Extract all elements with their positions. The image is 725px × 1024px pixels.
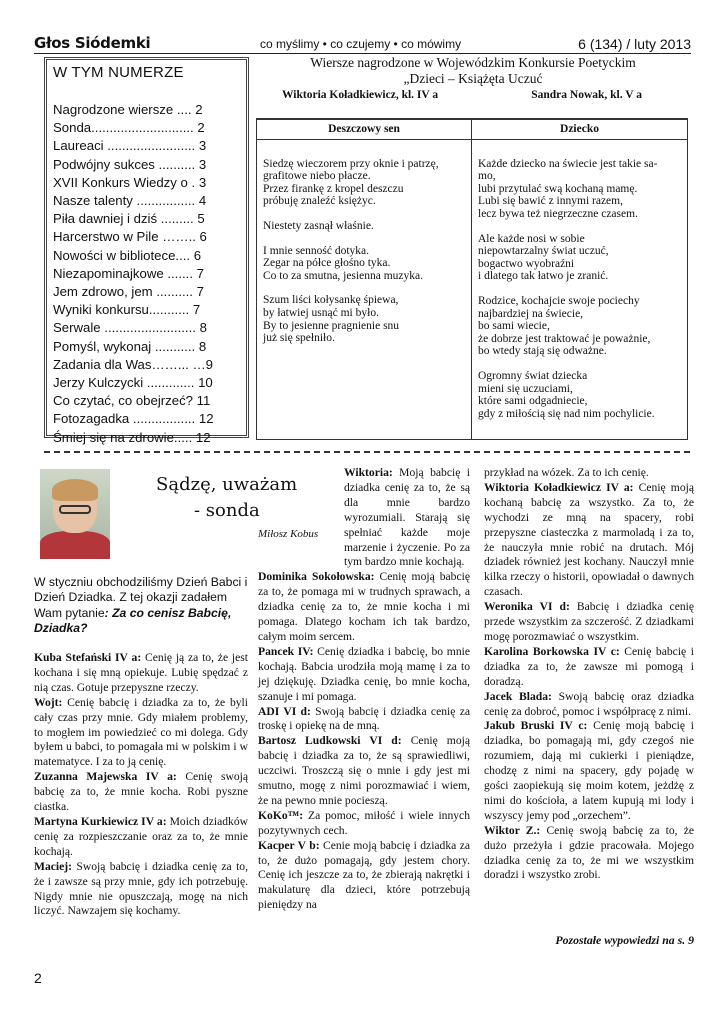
poems-heading-line2: „Dzieci – Książęta Uczuć xyxy=(403,71,543,86)
respondent-name: Maciej: xyxy=(34,859,72,873)
respondent-answer: Cenię moją babcię i dziadka za to, że są sprawiedliwi, uczciwi. Troszczą się o mnie i gdy jest mi smutno, mogę z nimi porozmawiać i wiem, że na pewno mnie pocieszą. xyxy=(258,734,470,807)
poem-left xyxy=(257,120,472,439)
respondent-answer: Cenię moją babcię za to, że pomaga mi w trudnych sprawach, a dziadka cenię za to, że mnie kocha i mi pomaga. Dlatego kocham ich tak bardzo, całym moim sercem. xyxy=(258,570,470,643)
answer-entry xyxy=(484,824,694,884)
stanza-text: Ale każde nosi w sobie niepowtarzalny świat uczuć, bogactwo wyobraźni i dlatego tak łatwo je zranić. xyxy=(478,232,609,283)
respondent-answer: Swoją babcię i dziadka cenię za to, że i zawsze są przy mnie, gdy ich potrzebuję. Nigdy mnie nie opuszczają, mogę na nich liczyć. Nawzajem się kochamy. xyxy=(34,859,248,918)
toc-item: Śmiej się na zdrowie..... 12 xyxy=(53,429,211,445)
respondent-answer: Cenię ją za to, że jest kochana i się mną opiekuje. Lubię spędzać z nią czas. Gotuje przepyszne rzeczy. xyxy=(34,651,248,694)
toc-item: Fotozagadka ................. 12 xyxy=(53,411,214,427)
respondent-answer: Cenię babcię i dziadka za to, że byli cały czas przy mnie. Gdy miałem problemy, to mogłem im powiedzieć co mi dolega. Gdy byłem u babci, to pomagała mi w polskim i w matematyce. I za to ją cenię. xyxy=(34,695,248,769)
answer-entry xyxy=(484,719,694,823)
answer-entry xyxy=(34,860,248,920)
toc-item: Jem zdrowo, jem .......... 7 xyxy=(53,284,204,300)
poem-author-left: Wiktoria Koładkiewicz, kl. IV a xyxy=(282,89,439,101)
article-title-line1: Sądzę, uważam xyxy=(156,474,298,495)
toc-item: Zadania dla Was……... …9 xyxy=(53,356,214,372)
toc-title: W TYM NUMERZE xyxy=(53,64,184,81)
respondent-name: Wiktoria: xyxy=(344,466,393,479)
table-of-contents xyxy=(44,57,249,445)
stanza-text: Siedzę wieczorem przy oknie i patrzę, grafitowe niebo płacze. Przez firankę z kropel deszczu próbuję znaleźć księżyc. xyxy=(263,157,439,208)
toc-item: Wyniki konkursu........... 7 xyxy=(53,302,201,318)
toc-item: Laureaci ........................ 3 xyxy=(53,138,207,154)
toc-item: Nasze talenty ................ 4 xyxy=(53,193,207,209)
respondent-name: Martyna Kurkiewicz IV a: xyxy=(34,814,167,828)
answer-entry xyxy=(484,600,694,645)
answer-entry xyxy=(258,839,470,914)
article-column-3 xyxy=(484,466,694,883)
respondent-answer: Cenię dziadka i babcię, bo mnie kochają. Babcia urodziła moją mamę i za to jej dziękuję. Dziadka cenię, bo mnie kocha, szanuje i mi pomaga. xyxy=(258,644,470,703)
poems-heading-line1: Wiersze nagrodzone w Wojewódzkim Konkursie Poetyckim xyxy=(310,55,636,70)
answer-entry xyxy=(34,815,248,860)
respondent-answer: Moją babcię i dziadka cenię za to, że są dla mnie bardzo wyrozumiali. Starają się spełniać każde moje marzenie i życzenie. Po za tym bardzo mnie kochają. xyxy=(344,466,470,569)
respondent-name: Wiktoria Koładkiewicz IV a: xyxy=(484,480,634,494)
poem-stanza xyxy=(478,158,681,221)
poem-stanza xyxy=(478,233,681,283)
poem-stanza xyxy=(478,370,681,420)
poem-stanza xyxy=(263,294,465,344)
poem-stanza xyxy=(263,158,465,208)
article-byline: Miłosz Kobus xyxy=(258,528,319,540)
continued-text: przykład na wózek. Za to ich cenię. xyxy=(484,466,649,479)
respondent-name: Wiktor Z.: xyxy=(484,823,541,837)
section-divider xyxy=(44,451,690,453)
respondent-name: KoKo™: xyxy=(258,808,304,822)
respondent-answer: Cenie moją babcię i dziadka za to, że dużo pomagają, gdy jestem chory. Cenię ich jeszcze za to, że zbierają nakrętki i makulaturę dla dzieci, które potrzebują pieniędzy na xyxy=(258,838,470,912)
poems-heading xyxy=(255,55,691,87)
respondent-name: ADI VI d: xyxy=(258,704,311,718)
toc-item: Niezapominajkowe ....... 7 xyxy=(53,265,204,281)
toc-item: Sonda............................ 2 xyxy=(53,120,205,136)
article-column-2 xyxy=(258,466,470,913)
answer-entry xyxy=(258,570,470,645)
respondent-name: Zuzanna Majewska IV a: xyxy=(34,770,177,784)
answer-entry xyxy=(484,481,694,600)
respondent-answer: Cenię moją kochaną babcię za wszystko. Za to, że wychodzi ze mną na spacery, robi przepyszne ciasteczka z marmoladą i za to, że nauczyła mnie robić na drutach. Mój dziadek również jest kochany. Nauczył mnie kilka rzeczy o historii, opowiadał o dawnych czasach. xyxy=(484,480,694,599)
poem-right-body xyxy=(478,158,681,421)
answer-entry xyxy=(258,734,470,809)
respondent-name: Kacper V b: xyxy=(258,838,320,852)
author-photo xyxy=(40,469,110,559)
respondent-name: Kuba Stefański IV a: xyxy=(34,651,142,664)
poem-stanza xyxy=(263,245,465,283)
respondent-answer: Cenię babcię i dziadka za to, że zawsze mi pomogą i doradzą. xyxy=(484,644,694,688)
article-intro-text: W styczniu obchodziliśmy Dzień Babci i Dzień Dziadka. Z tej okazji zadałem Wam pytanie xyxy=(34,575,248,620)
toc-item: Harcerstwo w Pile …….. 6 xyxy=(53,229,207,245)
toc-item: Co czytać, co obejrzeć? 11 xyxy=(53,393,211,409)
poem-author-right: Sandra Nowak, kl. V a xyxy=(531,89,642,101)
answer-entry xyxy=(484,690,694,720)
respondent-answer: Za pomoc, miłość i wiele innych pozytywnych cech. xyxy=(258,808,470,837)
toc-item: Jerzy Kulczycki ............. 10 xyxy=(53,375,213,391)
article-column-1 xyxy=(34,651,248,919)
toc-list xyxy=(53,101,246,447)
respondent-answer: Cenię moją babcię i dziadka, bo pomagają mi, gdy czegoś nie rozumiem, dają mi cukierki i pieniądze, chodzę z nimi na spacery, gdy pojadę w gości zaopiekują się moim kotem, jeżdżę z nimi do kościoła, a latem kupują mi lody i wszyscy jemy pod „orzechem”. xyxy=(484,719,694,822)
answer-entry xyxy=(258,809,470,839)
article-intro xyxy=(34,575,248,637)
article-title-line2: - sonda xyxy=(194,500,260,521)
page-number: 2 xyxy=(34,970,42,986)
respondent-name: Weronika VI d: xyxy=(484,600,570,614)
poem-left-title: Deszczowy sen xyxy=(257,120,471,140)
issue-number: 6 (134) / luty 2013 xyxy=(578,36,691,52)
stanza-text: Rodzice, kochajcie swoje pociechy najbardziej na świecie, bo sami wiecie, że dobrze jest traktować je poważnie, bo wtedy stają się odważne. xyxy=(478,294,651,358)
respondent-name: Bartosz Ludkowski VI d: xyxy=(258,734,402,748)
answer-entry xyxy=(34,696,248,771)
answer-entry xyxy=(344,466,470,570)
toc-item: Pomyśl, wykonaj ........... 8 xyxy=(53,338,207,354)
respondent-name: Dominika Sokołowska: xyxy=(258,570,375,584)
article-question: : Za co cenisz Babcię, Dziadka? xyxy=(34,605,232,636)
respondent-answer: Swoją babcię oraz dziadka cenię za dobroć, pomoc i współpracę z nimi. xyxy=(484,689,694,718)
toc-item: XVII Konkurs Wiedzy o . 3 xyxy=(53,174,207,190)
stanza-text: I mnie senność dotyka. Zegar na półce głośno tyka. Co to za smutna, jesienna muzyka. xyxy=(263,244,424,282)
stanza-text: Niestety zasnął właśnie. xyxy=(263,219,374,232)
respondent-answer: Babcię i dziadka cenię przede wszystkim za szczerość. Z dziadkami mogę porozmawiać o wszystkim. xyxy=(484,600,695,643)
answer-entry xyxy=(34,770,248,815)
respondent-name: Jakub Bruski IV c: xyxy=(484,719,588,733)
respondent-answer: Cenię swoją babcię za to, że mnie kocha. Robi pyszne ciastka. xyxy=(34,770,248,814)
newspaper-motto: co myślimy • co czujemy • co mówimy xyxy=(260,37,462,51)
respondent-name: Pancek IV: xyxy=(258,644,314,658)
toc-item: Nowości w bibliotece.... 6 xyxy=(53,247,202,263)
poems-table xyxy=(256,118,688,440)
stanza-text: Każde dziecko na świecie jest takie sa- mo, lubi przytulać swą kochaną mamę. Lubi się bawić z innymi razem, lecz bywa też niegrzeczne czasem. xyxy=(478,157,658,220)
answer-entry xyxy=(34,651,248,696)
toc-item: Nagrodzone wiersze .... 2 xyxy=(53,102,203,117)
poem-right-title: Dziecko xyxy=(472,120,687,140)
page-header xyxy=(34,34,691,54)
stanza-text: Ogromny świat dziecka mieni się uczuciami, które sami odgadniecie, gdy z miłością się nad nim pochylicie. xyxy=(478,369,655,420)
poem-left-body xyxy=(263,158,465,345)
poem-stanza xyxy=(263,220,465,233)
answer-entry xyxy=(484,645,694,690)
continued-note: Pozostałe wypowiedzi na s. 9 xyxy=(555,933,694,947)
poem-stanza xyxy=(478,295,681,358)
newspaper-logo: Głos Siódemki xyxy=(34,34,151,52)
respondent-name: Karolina Borkowska IV c: xyxy=(484,644,620,658)
respondent-answer: Swoją babcię i dziadka cenię za troskę i opiekę na de mną. xyxy=(258,704,470,733)
article-column-3-list xyxy=(484,481,694,883)
stanza-text: Szum liści kołysankę śpiewa, by łatwiej usnąć mi było. By to jesienne pragnienie snu już się spełniło. xyxy=(263,294,400,345)
answer-entry xyxy=(258,645,470,705)
toc-item: Podwójny sukces .......... 3 xyxy=(53,156,207,172)
answer-entry xyxy=(258,705,470,735)
respondent-answer: Cenię swoją babcię za to, że dużo przeżyła i gdzie pracowała. Mojego dziadka cenię za to, że mi we wszystkim doradzi i wszystko zrobi. xyxy=(484,823,695,882)
respondent-name: Wojt: xyxy=(34,695,63,709)
toc-item: Piła dawniej i dziś ......... 5 xyxy=(53,211,205,227)
article-column-2-list xyxy=(258,570,470,913)
respondent-name: Jacek Blada: xyxy=(484,689,552,703)
toc-item: Serwale ......................... 8 xyxy=(53,320,207,336)
respondent-answer: Moich dziadków cenię za rozpieszczanie oraz za to, że mnie kochają. xyxy=(34,814,248,858)
poem-right xyxy=(472,120,687,439)
